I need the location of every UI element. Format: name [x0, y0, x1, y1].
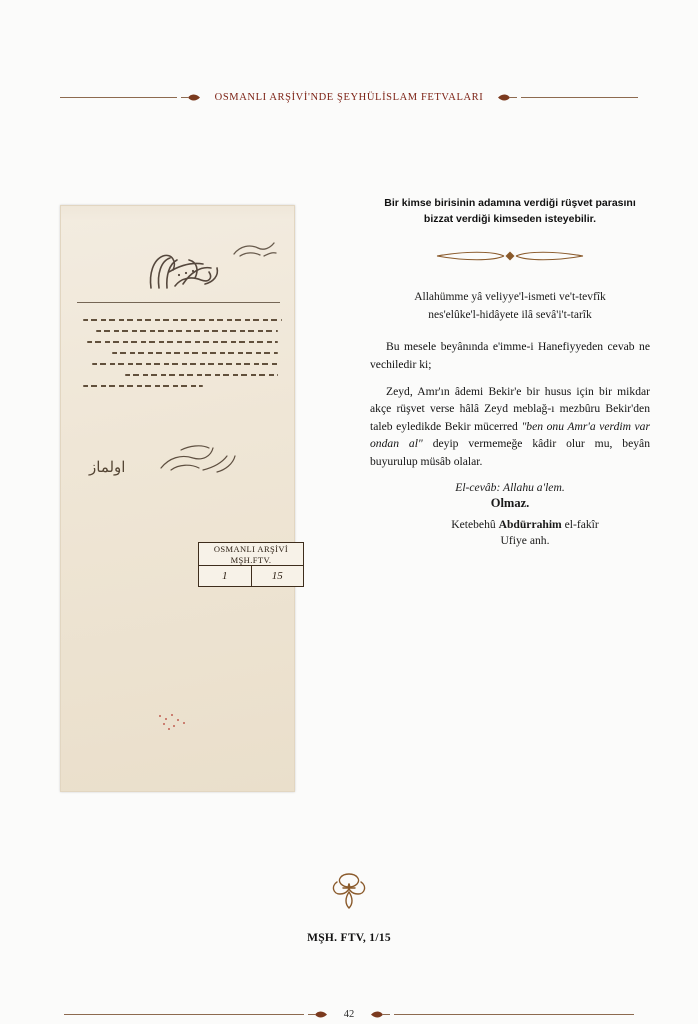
signature-word: اولماز — [89, 460, 126, 476]
diamond-rule-ornament — [435, 250, 585, 262]
signature-line-1 — [400, 517, 650, 534]
script-line — [83, 385, 203, 387]
page-body — [60, 195, 650, 835]
script-line — [112, 352, 278, 354]
tughra-calligraphy — [139, 244, 225, 292]
leaf-ornament-icon — [497, 93, 517, 102]
seal-calligraphy — [157, 434, 239, 480]
script-line — [125, 374, 278, 376]
leaf-ornament-icon — [181, 93, 201, 102]
archive-stamp-cell-fond: 1 — [222, 570, 228, 583]
invocation-line-2: nes'elûke'l-hidâyete ilâ sevâ'i't-tarîk — [428, 308, 592, 321]
header-rule-line-left — [60, 97, 177, 98]
scan-horizontal-rule — [77, 302, 280, 303]
signature-name: Abdürrahim — [498, 517, 562, 531]
header-rule-line-right — [521, 97, 638, 98]
fetva-document-scan — [60, 205, 295, 792]
script-line — [83, 319, 282, 321]
footer-rule-line-left — [64, 1014, 304, 1015]
arabic-script-lines — [75, 310, 282, 440]
page-number: 42 — [343, 1008, 355, 1020]
script-line — [96, 330, 278, 332]
header-rule-right — [493, 93, 638, 102]
page-footer — [60, 1006, 638, 1022]
leaf-ornament-icon — [370, 1010, 390, 1019]
facsimile-column — [60, 205, 308, 792]
signature-line-2: Ufiye anh. — [500, 534, 550, 548]
footer-rule-line-right — [394, 1014, 634, 1015]
header-rule-left — [60, 93, 205, 102]
transcription-column — [370, 195, 650, 550]
footer-rule-left — [60, 1010, 332, 1019]
question-part-b: deyip vermemeğe kâdir olur mu, beyân buyurulup müsâb olalar. — [370, 437, 650, 468]
archive-stamp-text — [199, 543, 303, 566]
signature-block — [400, 517, 650, 551]
question-part-a: Zeyd, Amr'ın âdemi Bekir'e bir husus için bir mikdar akçe rüşvet verse hâlâ Zeyd meblağ-ı mezbûru Bekir'den taleb eyledikde Bekir mücerred — [370, 384, 650, 433]
arabic-invocation-calligraphy — [230, 236, 278, 262]
scan-top-edge — [61, 206, 294, 220]
question-quoted-phrase: "ben onu Amr'a verdim var ondan al" — [370, 419, 650, 451]
invocation-line-1: Allahümme yâ veliyye'l-ismeti ve't-tevfîk — [414, 290, 606, 303]
question-body-paragraph — [370, 383, 650, 471]
signature-suffix: el-fakîr — [561, 517, 599, 531]
answer-text: Olmaz. — [490, 495, 530, 510]
header-title: OSMANLI ARŞİVİ'NDE ŞEYHÜLİSLAM FETVALARI — [214, 91, 484, 103]
archive-stamp-line2: MŞH.FTV. — [230, 554, 272, 565]
fetva-heading: Bir kimse birisinin adamına verdiği rüşvet parasını bizzat verdiği kimseden isteyebilir. — [384, 197, 636, 226]
knot-ornament-icon — [0, 868, 698, 912]
red-ink-marks — [157, 713, 193, 731]
archive-stamp-cell-number: 15 — [251, 566, 304, 586]
signature-prefix: Ketebehû — [451, 517, 499, 531]
leaf-ornament-icon — [308, 1010, 328, 1019]
archive-stamp-fields — [199, 566, 303, 586]
script-line — [92, 363, 278, 365]
running-header — [60, 88, 638, 106]
script-line — [87, 341, 277, 343]
archive-stamp — [198, 542, 304, 587]
archive-stamp-line1: OSMANLI ARŞİVİ — [213, 544, 289, 554]
footer-rule-right — [366, 1010, 638, 1019]
answer-label: El-cevâb: Allahu a'lem. — [455, 480, 565, 494]
question-intro-paragraph: Bu mesele beyânında e'imme-i Hanefiyyeden cevab ne vechiledir ki; — [370, 340, 650, 371]
invocation-block — [370, 288, 650, 325]
figure-caption: MŞH. FTV, 1/15 — [307, 932, 391, 944]
